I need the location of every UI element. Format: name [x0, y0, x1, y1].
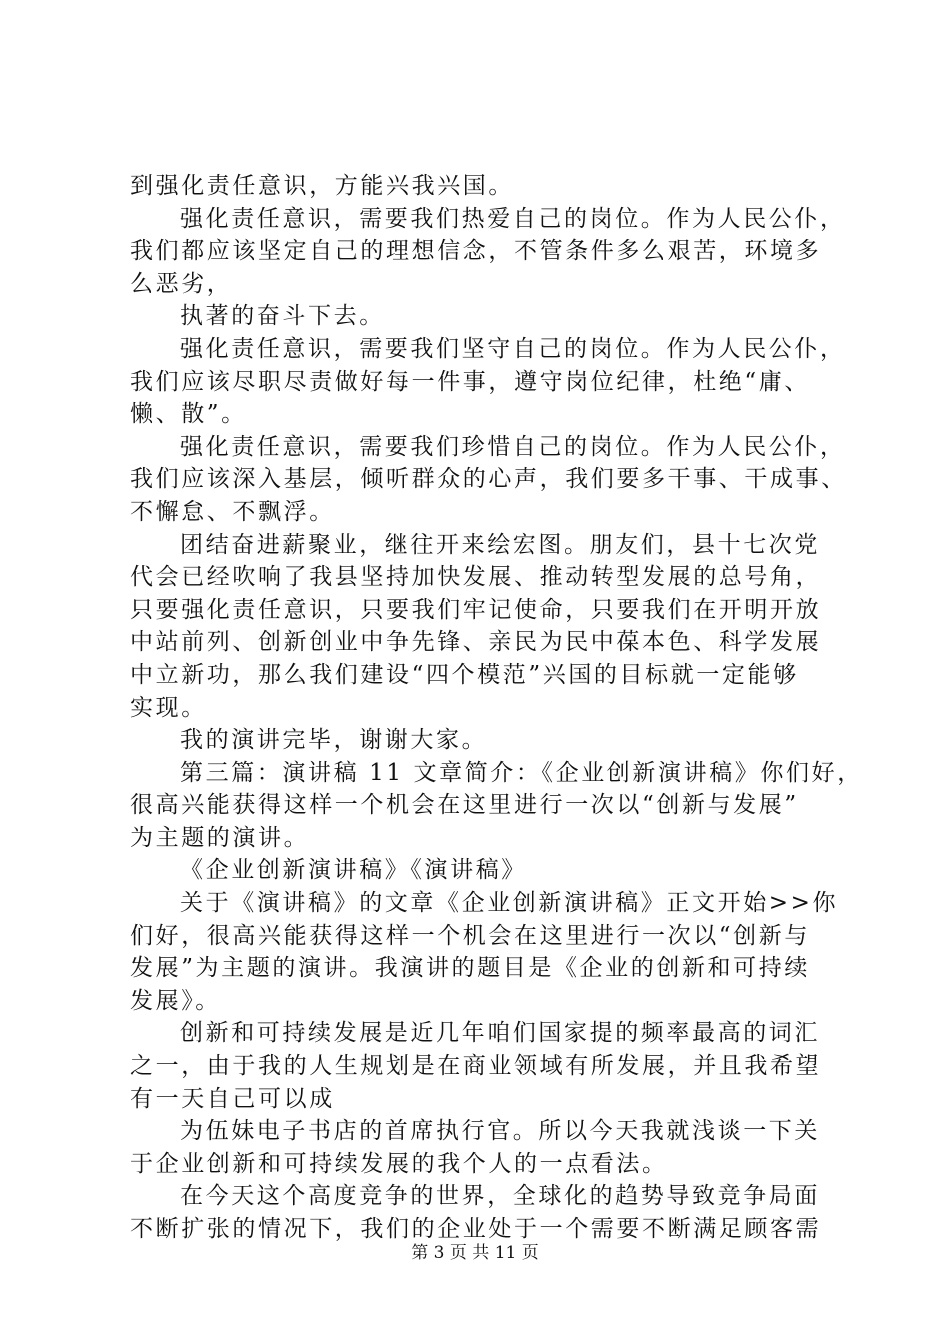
text-line: 强化责任意识，需要我们坚守自己的岗位。作为人民公仆，: [180, 335, 846, 362]
text-line: 创新和可持续发展是近几年咱们国家提的频率最高的词汇: [180, 1020, 820, 1047]
text-line: 很高兴能获得这样一个机会在这里进行一次以“创新与发展”: [130, 792, 799, 819]
text-line: 《企业创新演讲稿》《演讲稿》: [180, 857, 527, 884]
text-line: 于企业创新和可持续发展的我个人的一点看法。: [130, 1150, 668, 1177]
text-line: 实现。: [130, 694, 207, 721]
text-line: 懒、散”。: [130, 401, 247, 428]
text-line: 有一天自己可以成: [130, 1085, 335, 1112]
text-line: 之一，由于我的人生规划是在商业领域有所发展，并且我希望: [130, 1053, 822, 1080]
text-line: 发展》。: [130, 987, 221, 1014]
page-footer: 第 3 页 共 11 页: [411, 1243, 539, 1263]
text-line: 第三篇：演讲稿 11 文章简介：《企业创新演讲稿》你们好，: [180, 759, 863, 786]
text-line: 关于《演讲稿》的文章《企业创新演讲稿》正文开始>>你: [180, 890, 839, 917]
text-line: 到强化责任意识，方能兴我兴国。: [130, 173, 514, 199]
text-line: 么恶劣，: [130, 270, 233, 297]
body-text: [130, 170, 863, 1246]
text-line: 中站前列、创新创业中争先锋、亲民为民中葆本色、科学发展: [130, 629, 822, 656]
text-line: 团结奋进薪聚业，继往开来绘宏图。朋友们，县十七次党: [180, 531, 820, 558]
text-line: 代会已经吹响了我县坚持加快发展、推动转型发展的总号角，: [130, 564, 822, 591]
text-line: 强化责任意识，需要我们珍惜自己的岗位。作为人民公仆，: [180, 433, 846, 460]
text-line: 发展”为主题的演讲。我演讲的题目是《企业的创新和可持续: [130, 955, 810, 982]
text-line: 我们应该尽职尽责做好每一件事，遵守岗位纪律，杜绝“庸、: [130, 368, 810, 395]
text-line: 为主题的演讲。: [130, 824, 310, 851]
text-line: 不懈怠、不飘浮。: [130, 498, 335, 525]
text-line: 我们都应该坚定自己的理想信念，不管条件多么艰苦，环境多: [130, 238, 822, 265]
text-line: 执著的奋斗下去。: [180, 303, 385, 330]
text-line: 为伍妹电子书店的首席执行官。所以今天我就浅谈一下关: [180, 1118, 820, 1145]
text-line: 在今天这个高度竞争的世界，全球化的趋势导致竞争局面: [180, 1183, 820, 1210]
text-line: 强化责任意识，需要我们热爱自己的岗位。作为人民公仆，: [180, 205, 846, 232]
text-line: 中立新功，那么我们建设“四个模范”兴国的目标就一定能够: [130, 661, 799, 688]
text-line: 我的演讲完毕，谢谢大家。: [180, 727, 488, 754]
text-line: 只要强化责任意识，只要我们牢记使命，只要我们在开明开放: [130, 596, 822, 623]
text-line: 不断扩张的情况下，我们的企业处于一个需要不断满足顾客需: [130, 1216, 822, 1242]
text-line: 我们应该深入基层，倾听群众的心声，我们要多干事、干成事、: [130, 466, 847, 493]
text-line: 们好，很高兴能获得这样一个机会在这里进行一次以“创新与: [130, 922, 810, 949]
